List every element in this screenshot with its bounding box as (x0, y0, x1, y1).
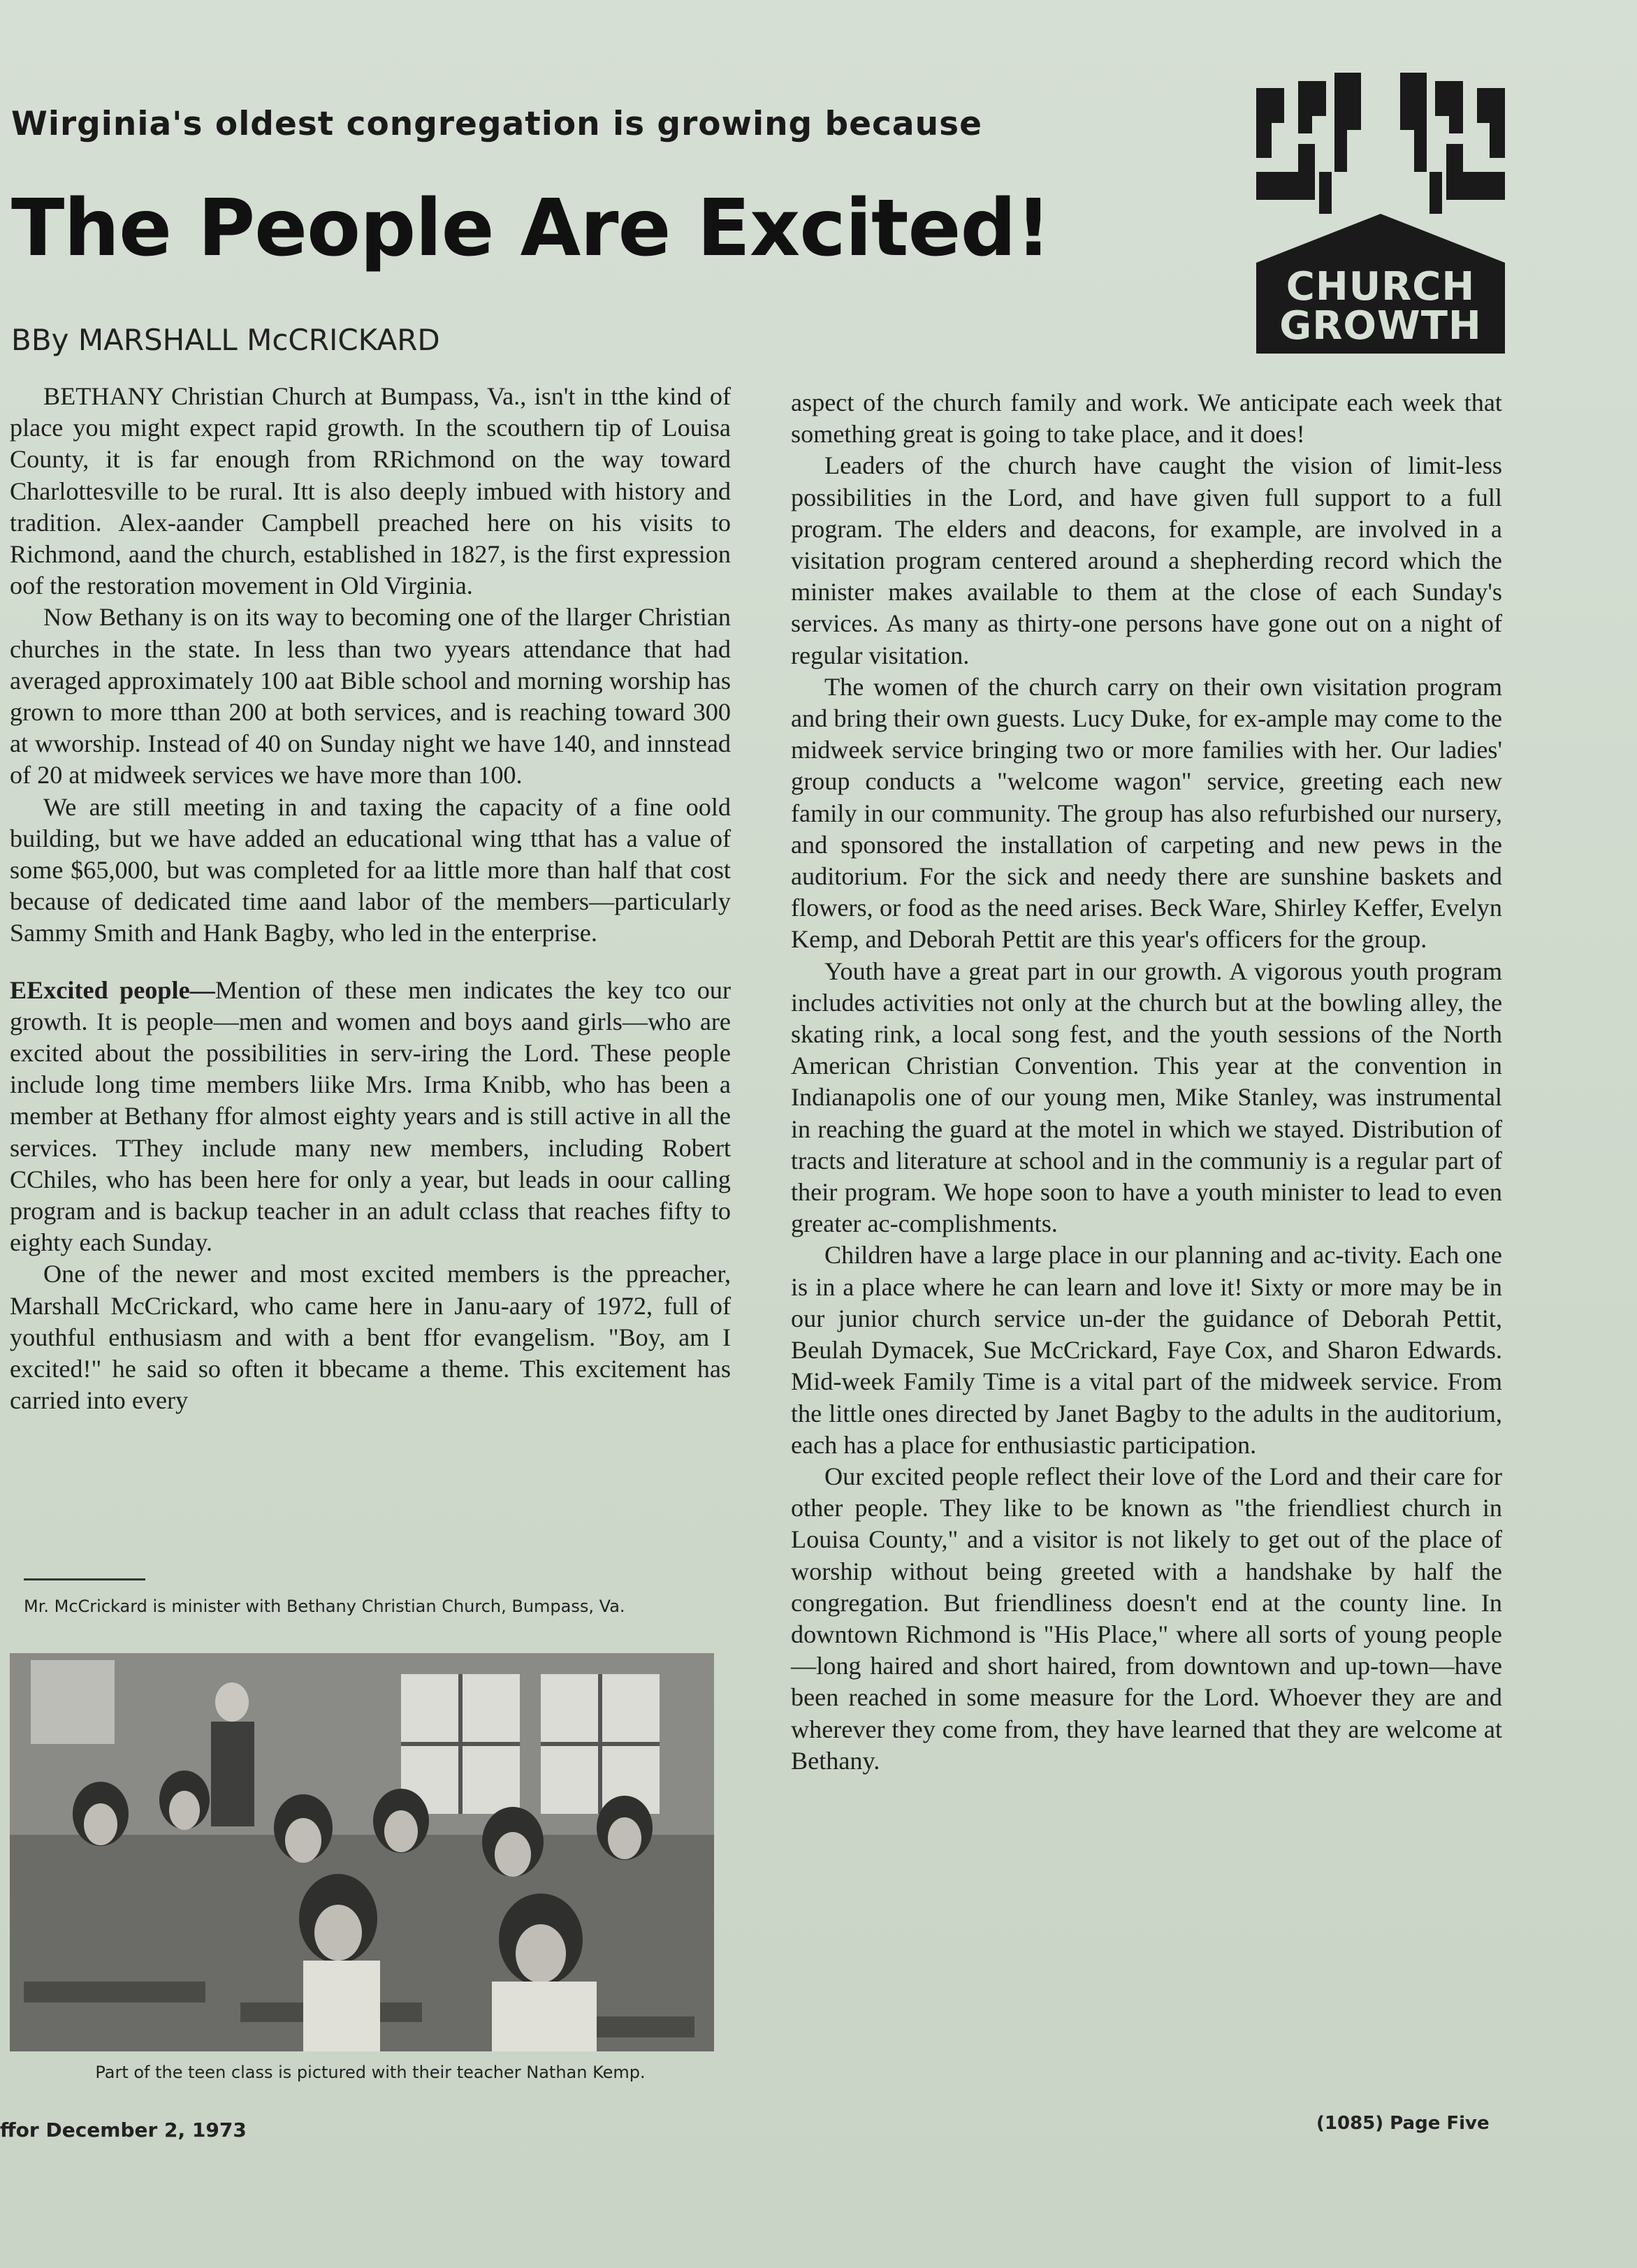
paragraph: Now Bethany is on its way to becoming one of the llarger Christian churches in the state. In less than two yyears attendance that had averaged approximately 100 aat Bible school and morning worship has grown to more tthan 200 at both services, and is reaching toward 300 at wworship. Instead of 40 on Sunday night we have 140, and innstead of 20 at midweek services we have more than 100. (10, 603, 731, 790)
paragraph: Leaders of the church have caught the vision of limit-less possibilities in the Lord, and have given full support to a full program. The elders and deacons, for example, are involved in a visitation program centered around a shepherding record which the minister makes available to them at the close of each Sunday's services. As many as thirty-one persons have gone out on a night of regular visitation. (791, 451, 1502, 669)
article-column-left (10, 381, 731, 1417)
classroom-photo-illustration (10, 1653, 714, 2051)
church-growth-logo (1256, 67, 1505, 354)
paragraph: Youth have a great part in our growth. A vigorous youth program includes activities not only at the church but at the bowling alley, the skating rink, a local song fest, and the youth sessions of the North American Christian Convention. This year at the convention in Indianapolis one of our young men, Mike Stanley, was instrumental in reaching the guard at the motel in which we stayed. Distribution of tracts and literature at school and in the communiy is a regular part of their program. We hope soon to have a youth minister to lead to even greater ac-complishments. (791, 957, 1502, 1238)
page-number: (1085) Page Five (1316, 2113, 1490, 2134)
teen-class-photo (10, 1653, 714, 2051)
article-headline: The People Are Excited! (11, 183, 1051, 274)
paragraph: One of the newer and most excited members is the ppreacher, Marshall McCrickard, who came here in Janu-aary of 1972, full of youthful enthusiasm and with a bent ffor evangelism. "Boy, am I excited!" he said so often it bbecame a theme. This excitement has carried into every (10, 1260, 731, 1415)
issue-date: ffor December 2, 1973 (0, 2118, 247, 2142)
section-lead-in: EExcited people— (10, 975, 215, 1004)
logo-line-1: CHURCH (1286, 264, 1476, 310)
note-divider (24, 1578, 145, 1580)
paragraph: Children have a large place in our planning and ac-tivity. Each one is in a place where he can learn and love it! Sixty or more may be in our junior church service un-der the guidance of Deborah Pettit, Beulah Dymacek, Sue McCrickard, Faye Cox, and Sharon Edwards. Mid-week Family Time is a vital part of the midweek service. From the little ones directed by Janet Bagby to the adults in the auditorium, each has a place for enthusiastic participation. (791, 1241, 1502, 1459)
paragraph-excited-people (10, 975, 731, 1259)
paragraph: Our excited people reflect their love of the Lord and their care for other people. They like to be known as "the friendliest church in Louisa County," and a visitor is not likely to get out of the place of worship without being greeted with a handshake by half the congregation. But friendliness doesn't end at the county line. In downtown Richmond is "His Place," where all sorts of young people —long haired and short haired, from downtown and up-town—have been reached in some measure for the Lord. Whoever they are and wherever they come from, they have learned that they are welcome at Bethany. (791, 1462, 1502, 1775)
logo-line-2: GROWTH (1279, 303, 1482, 349)
paragraph: BETHANY Christian Church at Bumpass, Va., isn't in tthe kind of place you might expect rapid growth. In the scouthern tip of Louisa County, it is far enough from RRichmond on the way toward Charlottesville to be rural. Itt is also deeply imbued with history and tradition. Alex-aander Campbell preached here on his visits to Richmond, aand the church, established in 1827, is the first expression oof the restoration movement in Old Virginia. (10, 382, 731, 600)
article-kicker: Wirginia's oldest congregation is growing because (11, 105, 982, 143)
paragraph: We are still meeting in and taxing the capacity of a fine oold building, but we have added an educational wing tthat has a value of some $65,000, but was completed for aa little more than half that cost because of dedicated time aand labor of the members—particularly Sammy Smith and Hank Bagby, who led in the enterprise. (10, 792, 731, 947)
author-note: Mr. McCrickard is minister with Bethany Christian Church, Bumpass, Va. (24, 1597, 625, 1616)
article-byline: BBy MARSHALL McCRICKARD (11, 323, 440, 357)
paragraph-body: Mention of these men indicates the key tco our growth. It is people—men and women and boys aand girls—who are excited about the possibilities in serv-iring the Lord. These people include long time members liike Mrs. Irma Knibb, who has been a member at Bethany ffor almost eighty years and is still active in all the services. TThey include many new members, including Robert CChiles, who has been here for only a year, but leads in oour calling program and is backup teacher in an adult cclass that reaches fifty to eighty each Sunday. (10, 975, 731, 1257)
article-column-right (791, 387, 1502, 1777)
paragraph: aspect of the church family and work. We anticipate each week that something great is going to take place, and it does! (791, 388, 1502, 449)
paragraph: The women of the church carry on their own visitation program and bring their own guests. Lucy Duke, for ex-ample may come to the midweek service bringing two or more families with her. Our ladies' group conducts a "welcome wagon" service, greeting each new family in our community. The group has also refurbished our nursery, and sponsored the installation of carpeting and new pews in the auditorium. For the sick and needy there are sunshine baskets and flowers, or food as the need arises. Beck Ware, Shirley Keffer, Evelyn Kemp, and Deborah Pettit are this year's officers for the group. (791, 672, 1502, 954)
photo-caption: Part of the teen class is pictured with their teacher Nathan Kemp. (95, 2063, 646, 2082)
